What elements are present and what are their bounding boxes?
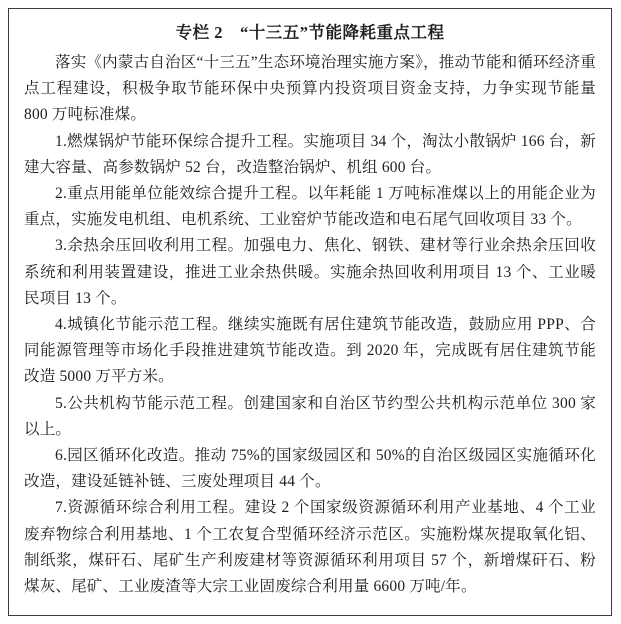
paragraph-item-6: 6.园区循环化改造。推动 75%的国家级园区和 50%的自治区级园区实施循环化改造，建设延链补链、三废处理项目 44 个。 — [24, 447, 596, 491]
paragraph-item-3: 3.余热余压回收利用工程。加强电力、焦化、钢铁、建材等行业余热余压回收系统和利用装置建设，推进工业余热供暖。实施余热回收利用项目 13 个、工业暖民项目 13 个。 — [24, 237, 596, 307]
paragraph-item-2: 2.重点用能单位能效综合提升工程。以年耗能 1 万吨标准煤以上的用能企业为重点，实施发电机组、电机系统、工业窑炉节能改造和电石尾气回收项目 33 个。 — [24, 185, 596, 229]
paragraph-intro: 落实《内蒙古自治区“十三五”生态环境治理实施方案》，推动节能和循环经济重点工程建设，积极争取节能环保中央预算内投资项目资金支持，力争实现节能量 800 万吨标准煤。 — [24, 54, 596, 124]
paragraph-item-5: 5.公共机构节能示范工程。创建国家和自治区节约型公共机构示范单位 300 家以上。 — [24, 394, 596, 438]
paragraph-item-7: 7.资源循环综合利用工程。建设 2 个国家级资源循环利用产业基地、4 个工业废弃物综合利用基地、1 个工农复合型循环经济示范区。实施粉煤灰提取氧化铝、制纸浆，煤矸石、尾矿生产利废建材等资源循环利用项目 57 个，新增煤矸石、粉煤灰、尾矿、工业废渣等大宗工业固废综合利用量 6600 万吨/年。 — [24, 499, 596, 596]
highlight-box — [8, 8, 612, 616]
paragraph-item-1: 1.燃煤锅炉节能环保综合提升工程。实施项目 34 个，淘汰小散锅炉 166 台，新建大容量、高参数锅炉 52 台，改造整治锅炉、机组 600 台。 — [24, 132, 596, 176]
paragraph-item-4: 4.城镇化节能示范工程。继续实施既有居住建筑节能改造，鼓励应用 PPP、合同能源管理等市场化手段推进建筑节能改造。到 2020 年，完成既有居住建筑节能改造 5000 万平方米。 — [24, 316, 596, 386]
box-title: 专栏 2 “十三五”节能降耗重点工程 — [175, 23, 445, 42]
